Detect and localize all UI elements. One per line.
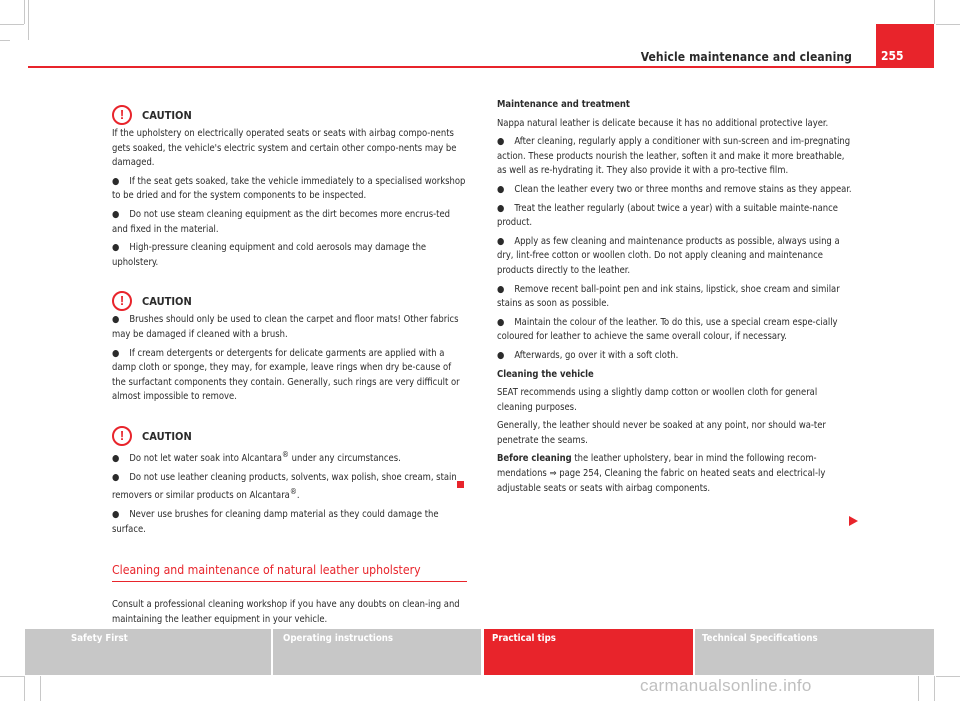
bullet-icon: ● bbox=[497, 202, 505, 214]
crop-mark bbox=[934, 676, 935, 701]
bullet-icon: ● bbox=[497, 183, 505, 195]
bullet-item: ● Maintain the colour of the leather. To do this, use a special cream espe-cially coloured for leather to achieve the same overall colour, if necessary. bbox=[497, 316, 838, 343]
paragraph: SEAT recommends using a slightly damp cotton or woollen cloth for general cleaning purposes. bbox=[497, 387, 818, 413]
caution-icon: ! bbox=[112, 291, 132, 311]
crop-mark bbox=[24, 676, 25, 701]
paragraph: Before cleaning the leather upholstery, bear in mind the following recom-mendations ⇒ page 254, Cleaning the fabric on heated seats and electrical-ly adjustable seats or seats with airbag components. bbox=[497, 453, 826, 494]
bullet-icon: ● bbox=[112, 175, 120, 187]
crop-mark bbox=[936, 676, 960, 677]
subheading: Cleaning the vehicle bbox=[497, 368, 594, 380]
header-rule bbox=[28, 66, 934, 68]
caution-heading bbox=[112, 289, 467, 313]
right-column bbox=[497, 98, 853, 496]
bullet-item: ● High-pressure cleaning equipment and cold aerosols may damage the upholstery. bbox=[112, 242, 427, 268]
crop-mark bbox=[40, 676, 41, 701]
running-header-title: Vehicle maintenance and cleaning bbox=[640, 50, 852, 64]
caution-label: CAUTION bbox=[142, 429, 192, 443]
bullet-icon: ● bbox=[497, 316, 505, 328]
footer-tab-practical-tips[interactable]: Practical tips bbox=[484, 629, 693, 675]
bullet-item: ● Never use brushes for cleaning damp material as they could damage the surface. bbox=[112, 508, 439, 535]
section-title: Cleaning and maintenance of natural leather upholstery bbox=[112, 562, 467, 582]
crop-mark bbox=[0, 40, 10, 41]
paragraph: Generally, the leather should never be soaked at any point, nor should wa-ter penetrate the seams. bbox=[497, 420, 826, 446]
crop-mark bbox=[0, 676, 24, 677]
footer-tab-operating-instructions[interactable]: Operating instructions bbox=[273, 629, 481, 675]
caution-label: CAUTION bbox=[142, 109, 192, 122]
bullet-icon: ● bbox=[112, 347, 120, 359]
bullet-icon: ● bbox=[112, 208, 120, 220]
bullet-icon: ● bbox=[497, 283, 505, 295]
crop-mark bbox=[936, 24, 960, 25]
footer-tab-technical-specifications[interactable]: Technical Specifications bbox=[695, 629, 934, 675]
bullet-icon: ● bbox=[497, 235, 505, 247]
crop-mark bbox=[918, 676, 919, 701]
left-column bbox=[112, 103, 467, 627]
crop-mark bbox=[0, 24, 24, 25]
page-number: 255 bbox=[881, 49, 904, 63]
bullet-item: ● Afterwards, go over it with a soft cloth. bbox=[497, 349, 679, 361]
bullet-icon: ● bbox=[112, 471, 120, 483]
bullet-icon: ● bbox=[497, 136, 505, 148]
caution-heading bbox=[112, 103, 467, 127]
paragraph: Nappa natural leather is delicate because it has no additional protective layer. bbox=[497, 117, 829, 129]
bullet-item: ● If the seat gets soaked, take the vehicle immediately to a specialised workshop to be dried and for the system components to be inspected. bbox=[112, 175, 466, 202]
caution-heading bbox=[112, 424, 467, 448]
bullet-item: ● Do not use leather cleaning products, solvents, wax polish, shoe cream, stain removers or similar products on Alcantara®. bbox=[112, 471, 457, 502]
bullet-icon: ● bbox=[112, 242, 120, 254]
bullet-icon: ● bbox=[112, 453, 120, 465]
caution-text: If the upholstery on electrically operated seats or seats with airbag compo-nents gets soaked, the vehicle's electric system and certain other compo-nents may be damaged. bbox=[112, 128, 457, 169]
caution-icon: ! bbox=[112, 426, 132, 446]
watermark: carmanualsonline.info bbox=[640, 676, 812, 695]
continue-arrow-icon bbox=[849, 516, 858, 526]
bullet-item: ● Brushes should only be used to clean the carpet and floor mats! Other fabrics may be damaged if cleaned with a brush. bbox=[112, 314, 459, 340]
bullet-item: ● Apply as few cleaning and maintenance products as possible, always using a dry, lint-free cotton or woollen cloth. Do not apply cleaning and maintenance products directly to the leather. bbox=[497, 235, 840, 276]
end-of-section-icon bbox=[457, 481, 464, 488]
footer-tab-safety-first[interactable]: Safety First bbox=[25, 629, 271, 675]
bullet-icon: ● bbox=[497, 349, 505, 361]
crop-mark bbox=[28, 0, 29, 40]
section-intro: Consult a professional cleaning workshop if you have any doubts on clean-ing and maintaining the leather equipment in your vehicle. bbox=[112, 599, 460, 625]
bullet-item: ● If cream detergents or detergents for delicate garments are applied with a damp cloth or sponge, they may, for example, leave rings when dry be-cause of the surfactant components they contain. Generally, such rings are very difficult or almost impossible to remove. bbox=[112, 347, 460, 403]
bullet-item: ● After cleaning, regularly apply a conditioner with sun-screen and im-pregnating action. These products nourish the leather, soften it and make it more breathable, as well as re-hydrating it. They also provide it with a pro-tective film. bbox=[497, 136, 851, 177]
caution-icon: ! bbox=[112, 105, 132, 125]
bullet-item: ● Treat the leather regularly (about twice a year) with a suitable mainte-nance product. bbox=[497, 202, 838, 229]
bullet-item: ● Do not use steam cleaning equipment as the dirt becomes more encrus-ted and fixed in the material. bbox=[112, 208, 451, 235]
caution-label: CAUTION bbox=[142, 295, 192, 309]
crop-mark bbox=[24, 0, 25, 24]
bullet-icon: ● bbox=[112, 508, 120, 520]
crop-mark bbox=[934, 0, 935, 24]
bullet-item: ● Clean the leather every two or three months and remove stains as they appear. bbox=[497, 183, 852, 195]
bullet-item: ● Remove recent ball-point pen and ink stains, lipstick, shoe cream and similar stains as soon as possible. bbox=[497, 283, 840, 310]
bullet-icon: ● bbox=[112, 314, 120, 326]
subheading: Maintenance and treatment bbox=[497, 99, 630, 110]
bullet-item: ● Do not let water soak into Alcantara® under any circumstances. bbox=[112, 449, 401, 465]
